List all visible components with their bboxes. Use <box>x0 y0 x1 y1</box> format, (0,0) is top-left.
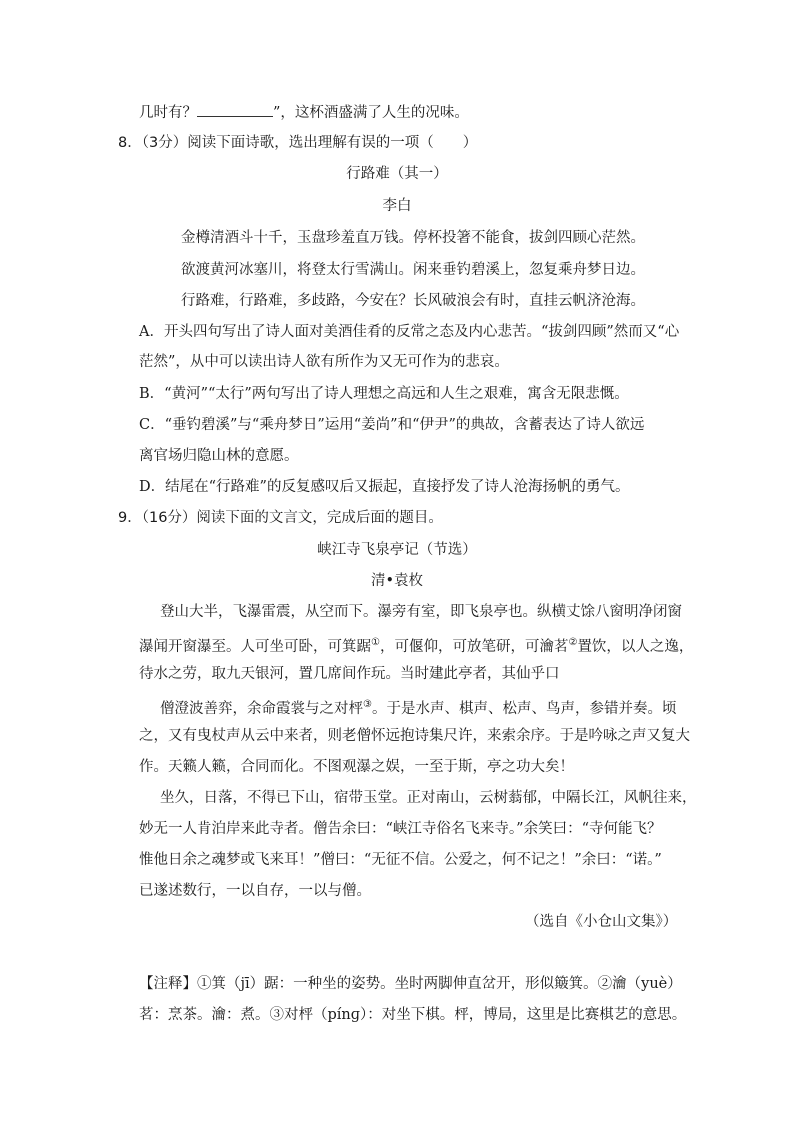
q9-notes-line-1 <box>139 974 682 994</box>
q9-p3-line-2: 妙无一人肯泊岸来此寺者。僧告余曰：“峡江寺俗名飞来寺。”余笑曰：“寺何能飞？ <box>139 821 662 837</box>
q8-stem: 8．（3分）阅读下面诗歌，选出理解有误的一项（ ） <box>118 135 478 151</box>
q9-p1-line-2c: 置饮，以人之逸， <box>577 638 694 655</box>
q8-poem-title: 行路难（其一） <box>346 166 448 182</box>
q8-option-c-line-2: 离官场归隐山林的意愿。 <box>139 448 299 464</box>
footnote-marker-1: ① <box>371 637 380 648</box>
q9-p1-line-3: 待水之劳，取九天银河，置几席间作玩。当时建此亭者，其仙乎口 <box>139 666 560 682</box>
q9-p2-line-1 <box>160 695 676 719</box>
q9-p1-line-1: 登山大半，飞瀑雷震，从空而下。瀑旁有室，即飞泉亭也。纵横丈馀八窗明净闭窗 <box>160 604 682 620</box>
q8-option-a-line-1: A．开头四句写出了诗人面对美酒佳肴的反常之态及内心悲苦。“拔剑四顾”然而又“心 <box>139 324 680 340</box>
q8-option-b: B．“黄河”“太行”两句写出了诗人理想之高远和人生之艰难，寓含无限悲慨。 <box>139 386 629 402</box>
notes-label: 【注释】 <box>139 976 197 992</box>
q9-notes-line-2: 茗：烹茶。瀹：煮。③对枰（pínɡ）：对坐下棋。枰，博局，这里是比赛棋艺的意思。 <box>139 1007 687 1023</box>
q9-p3-line-1: 坐久，日落，不得已下山，宿带玉堂。正对南山，云树蓊郁，中隔长江，风帆往来， <box>160 790 697 806</box>
q8-poem-line-1: 金樽清酒斗十千，玉盘珍羞直万钱。停杯投箸不能食，拔剑四顾心茫然。 <box>181 230 645 246</box>
q9-text-author: 清•袁枚 <box>370 573 424 589</box>
q8-option-a-line-2: 茫然”，从中可以读出诗人欲有所作为又无可作为的悲哀。 <box>139 354 509 370</box>
q9-p2-line-1a: 僧澄波善弈，余命霞裳与之对枰 <box>160 700 363 717</box>
q9-p2-line-3: 作。天籁人籁，合同而化。不图观瀑之娱，一至于斯，亭之功大矣！ <box>139 759 574 775</box>
q8-option-c-line-1: C．“垂钓碧溪”与“乘舟梦日”运用“姜尚”和“伊尹”的典故，含蓄表达了诗人欲远 <box>139 417 645 433</box>
q8-poem-author: 李白 <box>382 198 412 214</box>
q9-p1-line-2 <box>139 633 693 657</box>
q9-source: （选自《小仓山文集》） <box>525 914 678 930</box>
answer-blank[interactable] <box>197 102 273 117</box>
footnote-marker-3: ③ <box>363 699 372 710</box>
q9-notes-text-1: ①箕（jī）踞：一种坐的姿势。坐时两脚伸直岔开，形似簸箕。②瀹（yuè） <box>197 976 682 992</box>
q9-stem: 9．（16分）阅读下面的文言文，完成后面的题目。 <box>118 510 443 526</box>
carryover-line <box>139 102 469 123</box>
q9-p2-line-2: 之，又有曳杖声从云中来者，则老僧怀远抱诗集尺许，来索余序。于是吟咏之声又复大 <box>139 728 690 744</box>
q9-p1-line-2b: ，可偃仰，可放笔研，可瀹茗 <box>379 638 569 655</box>
q9-p2-line-1b: 。于是水声、棋声、松声、鸟声，参错并奏。顷 <box>371 700 677 717</box>
footnote-marker-2: ② <box>568 637 578 648</box>
carryover-text-before: 几时有？ <box>139 105 197 121</box>
q9-p3-line-3: 惟他日余之魂梦或飞来耳！”僧曰：“无征不信。公爱之，何不记之！”余曰：“诺。” <box>139 852 662 868</box>
q9-p3-line-4: 已遂述数行，一以自存，一以与僧。 <box>139 883 371 899</box>
q8-poem-line-3: 行路难，行路难，多歧路，今安在？长风破浪会有时，直挂云帆济沧海。 <box>181 293 645 309</box>
q8-poem-line-2: 欲渡黄河冰塞川，将登太行雪满山。闲来垂钓碧溪上，忽复乘舟梦日边。 <box>181 262 645 278</box>
q9-p1-line-2a: 瀑闻开窗瀑至。人可坐可卧，可箕踞 <box>139 638 371 655</box>
carryover-text-after: ”，这杯酒盛满了人生的况味。 <box>273 105 469 121</box>
q8-option-d: D．结尾在“行路难”的反复感叹后又振起，直接抒发了诗人沧海扬帆的勇气。 <box>139 479 630 495</box>
q9-text-title: 峡江寺飞泉亭记（节选） <box>317 542 477 558</box>
